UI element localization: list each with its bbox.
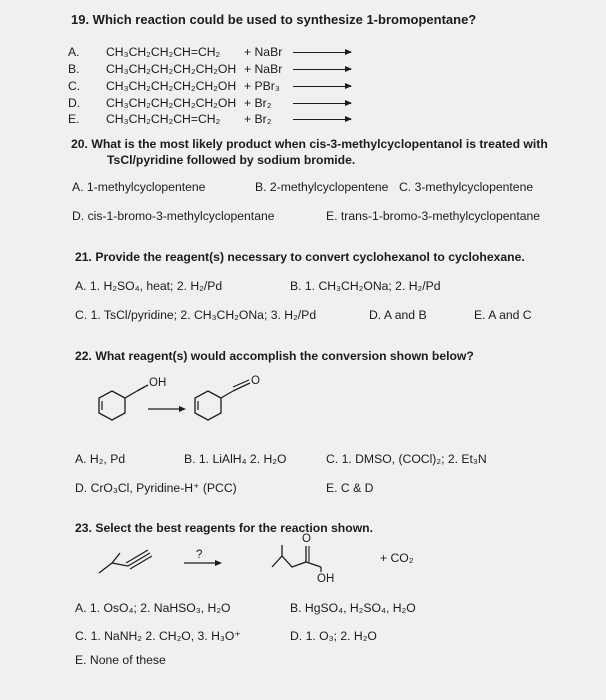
- q21-option-e: E. A and C: [474, 308, 532, 322]
- q19-option-reagent: + PBr₃: [244, 79, 280, 93]
- q19-stem: 19. Which reaction could be used to synthesize 1-bromopentane?: [71, 12, 477, 27]
- reaction-arrow-head: [215, 560, 222, 566]
- alkyne-chain: [112, 563, 128, 566]
- q23-o-label: O: [302, 533, 311, 545]
- q19-option-reagent: + Br₂: [244, 112, 272, 126]
- q19-option-letter: C.: [68, 79, 81, 93]
- q22-o-label: O: [251, 375, 260, 387]
- acid-chain: [272, 556, 321, 567]
- q21-option-a: A. 1. H₂SO₄, heat; 2. H₂/Pd: [75, 279, 223, 293]
- q22-option-e: E. C & D: [326, 481, 374, 495]
- q19-option-reactant: CH₃CH₂CH₂CH₂CH₂OH: [106, 96, 237, 110]
- q20-option-a: A. 1-methylcyclopentene: [72, 180, 206, 194]
- q23-option-b: B. HgSO₄, H₂SO₄, H₂O: [290, 601, 416, 615]
- q19-option-letter: A.: [68, 45, 80, 59]
- q22-oh-label: OH: [149, 377, 167, 389]
- q23-option-a: A. 1. OsO₄; 2. NaHSO₃, H₂O: [75, 601, 231, 615]
- q20-stem: 20. What is the most likely product when cis-3-methylcyclopentanol is treated with: [71, 137, 548, 151]
- q21-option-c: C. 1. TsCl/pyridine; 2. CH₃CH₂ONa; 3. H₂/Pd: [75, 308, 317, 322]
- q22-option-d: D. CrO₃Cl, Pyridine-H⁺ (PCC): [75, 481, 237, 495]
- q19-option-letter: E.: [68, 112, 80, 126]
- q20-option-d: D. cis-1-bromo-3-methylcyclopentane: [72, 209, 275, 223]
- q19-option-reactant: CH₃CH₂CH₂CH₂CH₂OH: [106, 62, 237, 76]
- q22-option-b: B. 1. LiAlH₄ 2. H₂O: [184, 452, 287, 466]
- q23-option-d: D. 1. O₃; 2. H₂O: [290, 629, 377, 643]
- q23-option-e: E. None of these: [75, 653, 166, 667]
- q22-option-c: C. 1. DMSO, (COCl)₂; 2. Et₃N: [326, 452, 487, 466]
- q22-stem: 22. What reagent(s) would accomplish the conversion shown below?: [75, 349, 474, 363]
- q23-arrow-question-mark: ?: [196, 549, 203, 561]
- q21-stem: 21. Provide the reagent(s) necessary to convert cyclohexanol to cyclohexane.: [75, 250, 525, 264]
- q20-option-b: B. 2-methylcyclopentene: [255, 180, 389, 194]
- q23-oh-label: OH: [317, 573, 335, 585]
- q22-option-a: A. H₂, Pd: [75, 452, 126, 466]
- q19-option-reactant: CH₃CH₂CH₂CH=CH₂: [106, 45, 221, 59]
- q23-co2: + CO₂: [380, 551, 414, 565]
- q19-option-reagent: + NaBr: [244, 62, 283, 76]
- q19-option-letter: D.: [68, 96, 81, 110]
- q20-stem-cont: TsCl/pyridine followed by sodium bromide.: [107, 153, 356, 167]
- q21-option-b: B. 1. CH₃CH₂ONa; 2. H₂/Pd: [290, 279, 441, 293]
- q19-option-letter: B.: [68, 62, 80, 76]
- q19-option-reagent: + Br₂: [244, 96, 272, 110]
- q23-stem: 23. Select the best reagents for the reaction shown.: [75, 521, 373, 535]
- q20-option-c: C. 3-methylcyclopentene: [399, 180, 534, 194]
- q19-option-reagent: + NaBr: [244, 45, 283, 59]
- q19-option-reactant: CH₃CH₂CH₂CH₂CH₂OH: [106, 79, 237, 93]
- q19-option-reactant: CH₃CH₂CH₂CH=CH₂: [106, 112, 221, 126]
- q23-option-c: C. 1. NaNH₂ 2. CH₂O, 3. H₃O⁺: [75, 629, 241, 643]
- q21-option-d: D. A and B: [369, 308, 427, 322]
- alkyne-branch: [99, 553, 120, 573]
- q20-option-e: E. trans-1-bromo-3-methylcyclopentane: [326, 209, 541, 223]
